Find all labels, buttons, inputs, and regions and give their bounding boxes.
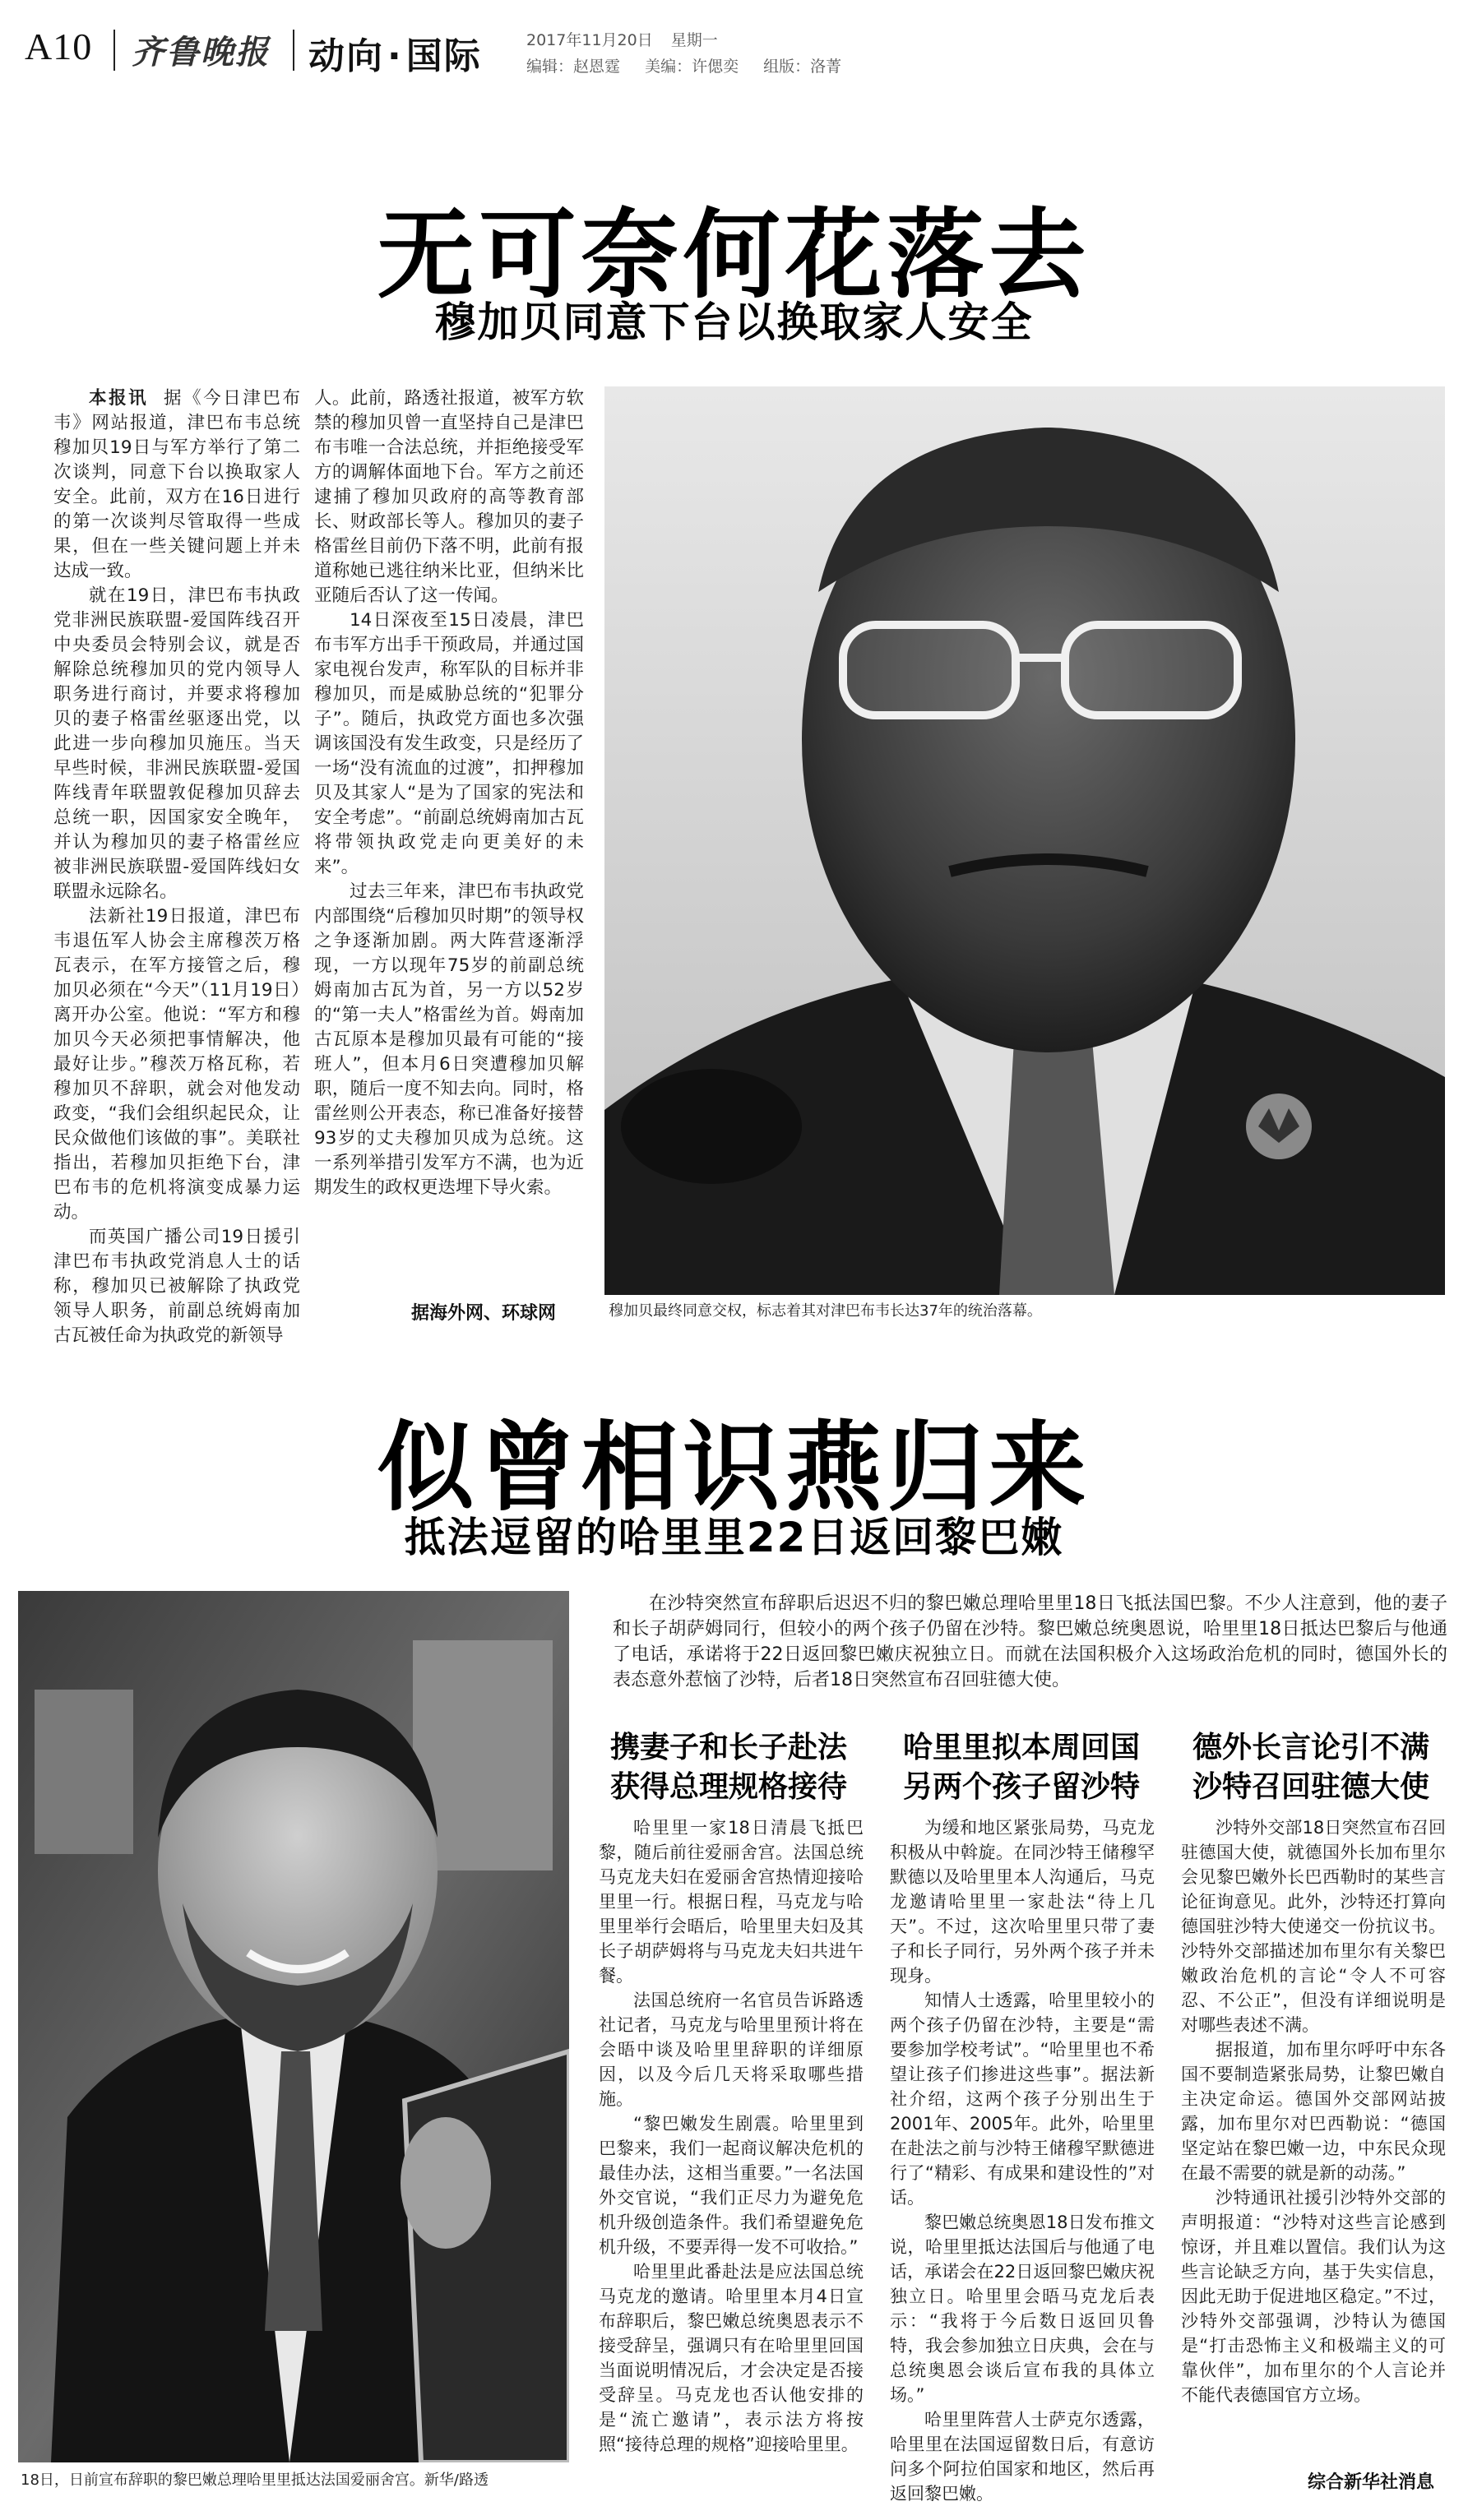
- story2-paragraph: 法国总统府一名官员告诉路透社记者，马克龙与哈里里预计将在会晤中谈及哈里里辞职的详细原因，以及今后几天将采取哪些措施。: [599, 1991, 864, 2109]
- story1-column-1: [53, 386, 300, 1348]
- story2-headline: 似曾相识燕归来: [377, 1411, 1091, 1524]
- editor-credit: 编辑：赵恩霆: [526, 58, 621, 76]
- story2-paragraph: 知情人士透露，哈里里较小的两个孩子仍留在沙特，主要是“需要参加学校考试”。“哈里里也不希望让孩子们掺进这些事”。据法新社介绍，这两个孩子分别出生于2001年、2005年。此外，哈里里在赴法之前与沙特王储穆罕默德进行了“精彩、有成果和建设性的”对话。: [890, 1991, 1155, 2208]
- story1-paragraph: 据《今日津巴布韦》网站报道，津巴布韦总统穆加贝19日与军方举行了第二次谈判，同意下台以换取家人安全。此前，双方在16日进行的第一次谈判尽管取得一些成果，但在一些关键问题上并未达成一致。: [53, 388, 300, 581]
- heading-line: 携妻子和长子赴法: [610, 1731, 848, 1764]
- story2-section1-heading: [610, 1728, 873, 1807]
- heading-line: 哈里里拟本周回国: [903, 1731, 1141, 1764]
- story2-paragraph: 哈里里一家18日清晨飞抵巴黎，随后前往爱丽舍宫。法国总统马克龙夫妇在爱丽舍宫热情迎接哈里里一行。根据日程，马克龙与哈里里举行会晤后，哈里里夫妇及其长子胡萨姆将与马克龙夫妇共进午餐。: [599, 1818, 864, 1986]
- page-number: A10: [25, 25, 93, 67]
- divider: [113, 30, 115, 71]
- mugabe-photo-caption: 穆加贝最终同意交权，标志着其对津巴布韦长达37年的统治落幕。: [609, 1302, 1042, 1320]
- staff-credits: [526, 54, 861, 76]
- story1-paragraph: 过去三年来，津巴布韦执政党内部围绕“后穆加贝时期”的领导权之争逐渐加剧。两大阵营逐渐浮现，一方以现年75岁的前副总统姆南加古瓦为首，另一方以52岁的“第一夫人”格雷丝为首。姆南加古瓦原本是穆加贝最有可能的“接班人”，但本月6日突遭穆加贝解职，随后一度不知去向。同时，格雷丝则公开表态，称已准备好接替93岁的丈夫穆加贝成为总统。这一系列举措引发军方不满，也为近期发生的政权更迭埋下导火索。: [314, 881, 584, 1198]
- story2-paragraph: 据报道，加布里尔呼吁中东各国不要制造紧张局势，让黎巴嫩自主决定命运。德国外交部网站披露，加布里尔对巴西勒说：“德国坚定站在黎巴嫩一边，中东民众现在最不需要的就是新的动荡。”: [1181, 2040, 1446, 2183]
- mugabe-photo-illustration: [604, 386, 1445, 1295]
- story1-column-2: [314, 386, 584, 1200]
- story2-column-3: [1181, 1815, 1446, 2407]
- section-right: 国际: [405, 35, 482, 77]
- heading-line: 沙特召回驻德大使: [1192, 1770, 1430, 1804]
- story1-paragraph: 就在19日，津巴布韦执政党非洲民族联盟-爱国阵线召开中央委员会特别会议，就是否解除总统穆加贝的党内领导人职务进行商讨，并要求将穆加贝的妻子格雷丝驱逐出党，以此进一步向穆加贝施压。当天早些时候，非洲民族联盟-爱国阵线青年联盟敦促穆加贝辞去总统一职，因国家安全晚年，并认为穆加贝的妻子格雷丝应被非洲民族联盟-爱国阵线妇女联盟永远除名。: [53, 585, 300, 902]
- divider: [293, 30, 294, 71]
- dateline: [526, 28, 731, 50]
- designer-credit: 美编：许偲奕: [645, 58, 739, 76]
- proofreader-credit: 组版：洛菁: [763, 58, 842, 76]
- section-title: [308, 26, 482, 79]
- issue-weekday: 星期一: [670, 31, 718, 49]
- story2-subheadline: 抵法逗留的哈里里22日返回黎巴嫩: [404, 1514, 1064, 1561]
- newspaper-logo: 齐鲁晚报: [132, 33, 270, 72]
- heading-line: 德外长言论引不满: [1192, 1731, 1430, 1764]
- section-dot: ·: [387, 35, 403, 77]
- section-left: 动向: [308, 35, 384, 77]
- story2-paragraph: 哈里里阵营人士萨克尔透露，哈里里在法国逗留数日后，有意访问多个阿拉伯国家和地区，然后再返回黎巴嫩。: [890, 2410, 1155, 2504]
- story1-headline: 无可奈何花落去: [377, 198, 1091, 312]
- mugabe-photo: [604, 386, 1445, 1295]
- story1-paragraph: 法新社19日报道，津巴布韦退伍军人协会主席穆茨万格瓦表示，在军方接管之后，穆加贝必须在“今天”（11月19日）离开办公室。他说：“军方和穆加贝今天必须把事情解决，他最好让步。”穆茨万格瓦称，若穆加贝不辞职，就会对他发动政变，“我们会组织起民众，让民众做他们该做的事”。美联社指出，若穆加贝拒绝下台，津巴布韦的危机将演变成暴力运动。: [53, 906, 300, 1223]
- story2-intro-text: 在沙特突然宣布辞职后迟迟不归的黎巴嫩总理哈里里18日飞抵法国巴黎。不少人注意到，他的妻子和长子胡萨姆同行，但较小的两个孩子仍留在沙特。黎巴嫩总统奥恩说，哈里里18日抵达巴黎后与他通了电话，承诺将于22日返回黎巴嫩庆祝独立日。而就在法国积极介入这场政治危机的同时，德国外长的表态意外惹恼了沙特，后者18日突然宣布召回驻德大使。: [613, 1593, 1447, 1690]
- issue-date: 2017年11月20日: [526, 31, 653, 49]
- story1-subheadline: 穆加贝同意下台以换取家人安全: [434, 298, 1034, 346]
- story2-section2-heading: [903, 1728, 1166, 1807]
- story1-credit: 据海外网、环球网: [411, 1303, 557, 1324]
- hariri-photo-illustration: [18, 1591, 569, 2462]
- story2-paragraph: “黎巴嫩发生剧震。哈里里到巴黎来，我们一起商议解决危机的最佳办法，这相当重要。”一名法国外交官说，“我们正尽力为避免危机升级创造条件。我们希望避免危机升级，不要弄得一发不可收拾。”: [599, 2114, 864, 2257]
- story2-section3-heading: [1192, 1728, 1456, 1807]
- story1-paragraph: 14日深夜至15日凌晨，津巴布韦军方出手干预政局，并通过国家电视台发声，称军队的目标并非穆加贝，而是威胁总统的“犯罪分子”。随后，执政党方面也多次强调该国没有发生政变，只是经历了一场“没有流血的过渡”，扣押穆加贝及其家人“是为了国家的宪法和安全考虑”。“前副总统姆南加古瓦将带领执政党走向更美好的未来”。: [314, 610, 584, 877]
- story2-column-1: [599, 1815, 864, 2457]
- story2-paragraph: 哈里里此番赴法是应法国总统马克龙的邀请。哈里里本月4日宣布辞职后，黎巴嫩总统奥恩表示不接受辞呈，强调只有在哈里里回国当面说明情况后，才会决定是否接受辞呈。马克龙也否认他安排的是“流亡邀请”，表示法方将按照“接待总理的规格”迎接哈里里。: [599, 2262, 864, 2454]
- story2-paragraph: 黎巴嫩总统奥恩18日发布推文说，哈里里抵达法国后与他通了电话，承诺会在22日返回黎巴嫩庆祝独立日。哈里里会晤马克龙后表示：“我将于今后数日返回贝鲁特，我会参加独立日庆典，会在与总统奥恩会谈后宣布我的具体立场。”: [890, 2213, 1155, 2405]
- story1-paragraph: 人。此前，路透社报道，被军方软禁的穆加贝曾一直坚持自己是津巴布韦唯一合法总统，并拒绝接受军方的调解体面地下台。军方之前还逮捕了穆加贝政府的高等教育部长、财政部长等人。穆加贝的妻子格雷丝目前仍下落不明，此前有报道称她已逃往纳米比亚，但纳米比亚随后否认了这一传闻。: [314, 388, 584, 606]
- story2-intro: [613, 1591, 1447, 1693]
- story2-column-2: [890, 1815, 1155, 2506]
- story2-paragraph: 为缓和地区紧张局势，马克龙积极从中斡旋。在同沙特王储穆罕默德以及哈里里本人沟通后，马克龙邀请哈里里一家赴法“待上几天”。不过，这次哈里里只带了妻子和长子同行，另外两个孩子并未现身。: [890, 1818, 1155, 1986]
- heading-line: 另两个孩子留沙特: [903, 1770, 1141, 1804]
- story1-lead-label: 本报讯: [89, 388, 149, 409]
- story2-credit: 综合新华社消息: [1308, 2472, 1435, 2493]
- story2-paragraph: 沙特通讯社援引沙特外交部的声明报道：“沙特对这些言论感到惊讶，并且难以置信。我们认为这些言论缺乏方向，基于失实信息，因此无助于促进地区稳定。”不过，沙特外交部强调，沙特认为德国是“打击恐怖主义和极端主义的可靠伙伴”，加布里尔的个人言论并不能代表德国官方立场。: [1181, 2188, 1446, 2405]
- heading-line: 获得总理规格接待: [610, 1770, 848, 1804]
- masthead: [25, 18, 1447, 84]
- hariri-photo: [18, 1591, 569, 2462]
- story2-paragraph: 沙特外交部18日突然宣布召回驻德国大使，就德国外长加布里尔会见黎巴嫩外长巴西勒时的某些言论征询意见。此外，沙特还打算向德国驻沙特大使递交一份抗议书。沙特外交部描述加布里尔有关黎巴嫩政治危机的言论“令人不可容忍、不公正”，但没有详细说明是对哪些表述不满。: [1181, 1818, 1446, 2035]
- hariri-photo-caption: 18日，日前宣布辞职的黎巴嫩总理哈里里抵达法国爱丽舍宫。新华/路透: [21, 2471, 489, 2489]
- story1-paragraph: 而英国广播公司19日援引津巴布韦执政党消息人士的话称，穆加贝已被解除了执政党领导人职务，前副总统姆南加古瓦被任命为执政党的新领导: [53, 1227, 300, 1346]
